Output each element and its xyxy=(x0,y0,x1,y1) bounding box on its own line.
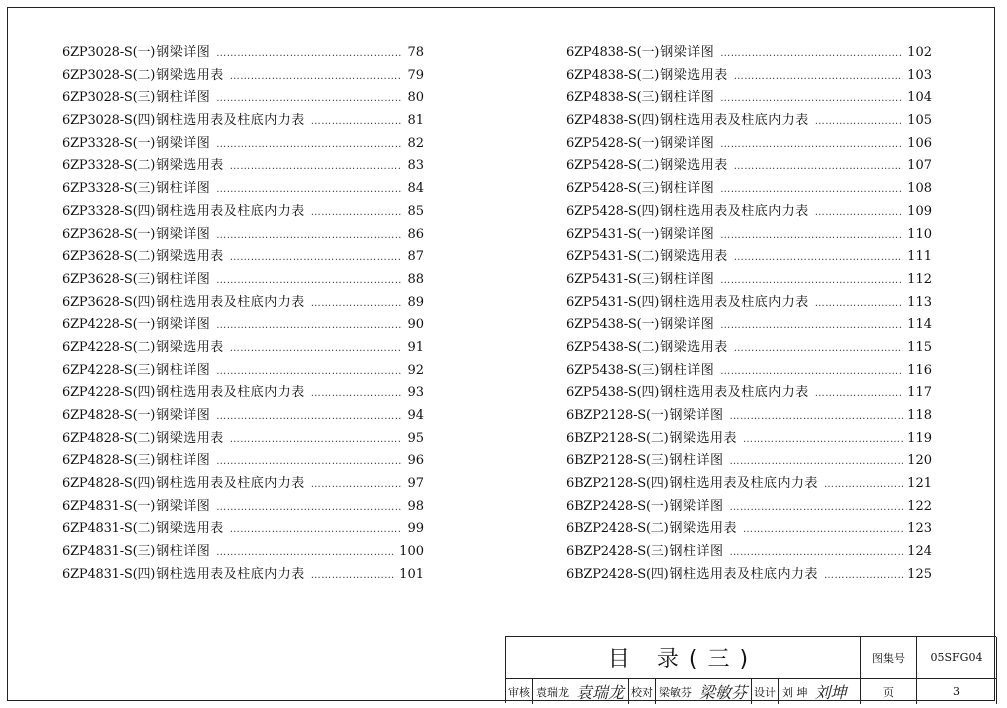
toc-entry-title: 钢柱选用表及柱底内力表 xyxy=(669,566,819,582)
toc-entry xyxy=(62,563,424,586)
dot-leader xyxy=(230,161,402,172)
toc-entry xyxy=(566,449,932,472)
dot-leader xyxy=(743,434,903,445)
toc-entry-page: 101 xyxy=(399,566,424,582)
toc-entry-code: 6ZP4838-S(三) xyxy=(566,90,660,106)
toc-entry-page: 98 xyxy=(407,498,424,514)
page-label: 页 xyxy=(861,679,917,704)
atlas-number: 05SFG04 xyxy=(917,637,997,679)
signature-row xyxy=(506,679,861,704)
toc-entry-page: 88 xyxy=(407,271,424,287)
dot-leader xyxy=(730,502,904,513)
dot-leader xyxy=(230,434,402,445)
toc-entry-title: 钢柱选用表及柱底内力表 xyxy=(669,476,819,492)
toc-entry-page: 81 xyxy=(407,113,424,129)
toc-entry-page: 113 xyxy=(907,294,932,310)
dot-leader xyxy=(815,207,903,218)
toc-entry xyxy=(566,291,932,314)
toc-entry xyxy=(62,64,424,87)
toc-entry xyxy=(566,381,932,404)
toc-entry-code: 6ZP5428-S(二) xyxy=(566,158,660,174)
toc-entry-title: 钢梁选用表 xyxy=(156,521,224,537)
toc-entry-page: 95 xyxy=(407,430,424,446)
dot-leader xyxy=(720,93,903,104)
toc-entry-code: 6ZP4838-S(一) xyxy=(566,45,660,60)
toc-entry-code: 6BZP2428-S(一) xyxy=(566,498,669,514)
toc-entry xyxy=(62,336,424,359)
toc-entry xyxy=(62,41,424,64)
toc-entry-page: 97 xyxy=(407,476,424,492)
toc-entry-page: 107 xyxy=(907,158,932,174)
dot-leader xyxy=(311,116,402,127)
toc-entry-title: 钢梁选用表 xyxy=(660,67,728,83)
toc-entry xyxy=(62,200,424,223)
toc-entry-page: 92 xyxy=(407,362,424,378)
toc-entry xyxy=(62,109,424,132)
toc-entry-page: 93 xyxy=(407,385,424,401)
design-name: 刘 坤 xyxy=(782,685,808,699)
toc-entry xyxy=(566,336,932,359)
dot-leader xyxy=(311,298,402,309)
toc-entry-page: 117 xyxy=(907,385,932,401)
toc-entry-code: 6ZP5431-S(四) xyxy=(566,294,660,310)
toc-entry xyxy=(566,427,932,450)
toc-entry-page: 110 xyxy=(907,226,932,242)
toc-entry-page: 123 xyxy=(907,521,932,537)
toc-entry-title: 钢柱详图 xyxy=(669,544,724,560)
toc-entry xyxy=(566,268,932,291)
toc-entry-title: 钢梁详图 xyxy=(156,498,211,514)
check-signature: 梁敏芬 xyxy=(695,679,752,704)
toc-entry-page: 87 xyxy=(407,249,424,265)
design-label: 设计 xyxy=(752,679,779,704)
review-name: 袁瑞龙 xyxy=(536,685,569,699)
toc-entry-page: 86 xyxy=(407,226,424,242)
review-signature: 袁瑞龙 xyxy=(572,679,629,704)
toc-entry-code: 6ZP3028-S(一) xyxy=(62,45,156,60)
toc-entry-title: 钢梁详图 xyxy=(660,317,715,333)
dot-leader xyxy=(230,252,402,263)
dot-leader xyxy=(311,207,402,218)
toc-entry xyxy=(566,540,932,563)
dot-leader xyxy=(230,343,402,354)
toc-entry-page: 118 xyxy=(907,408,932,423)
toc-entry-code: 6BZP2128-S(一) xyxy=(566,408,669,423)
check-name: 梁敏芬 xyxy=(659,685,693,699)
toc-entry-code: 6ZP3328-S(一) xyxy=(62,135,156,151)
toc-entry-title: 钢柱选用表及柱底内力表 xyxy=(156,203,305,219)
toc-entry-code: 6ZP4228-S(三) xyxy=(62,362,156,378)
toc-entry-page: 125 xyxy=(907,566,932,582)
toc-entry xyxy=(566,154,932,177)
toc-entry xyxy=(566,109,932,132)
toc-entry-code: 6ZP5438-S(四) xyxy=(566,385,660,401)
toc-entry-code: 6ZP4828-S(一) xyxy=(62,408,156,423)
dot-leader xyxy=(720,275,903,286)
dot-leader xyxy=(311,570,395,581)
check-label: 校对 xyxy=(629,679,656,704)
dot-leader xyxy=(815,298,903,309)
toc-entry-title: 钢梁详图 xyxy=(669,498,724,514)
toc-entry xyxy=(62,291,424,314)
toc-entry-title: 钢梁选用表 xyxy=(660,249,728,265)
dot-leader xyxy=(311,388,402,399)
toc-entry-code: 6ZP4228-S(二) xyxy=(62,339,156,355)
toc-entry-page: 114 xyxy=(907,317,932,333)
toc-entry-title: 钢梁详图 xyxy=(156,226,211,242)
dot-leader xyxy=(815,388,903,399)
toc-entry-code: 6ZP3628-S(三) xyxy=(62,271,156,287)
toc-entry-title: 钢梁详图 xyxy=(669,408,724,423)
dot-leader xyxy=(720,320,903,331)
dot-leader xyxy=(216,411,402,422)
toc-entry xyxy=(62,517,424,540)
toc-entry xyxy=(566,223,932,246)
dot-leader xyxy=(720,139,903,150)
toc-entry-code: 6ZP5438-S(二) xyxy=(566,339,660,355)
toc-entry xyxy=(62,404,424,427)
dot-leader xyxy=(216,320,402,331)
toc-entry xyxy=(566,495,932,518)
dot-leader xyxy=(311,479,402,490)
review-label: 审核 xyxy=(506,679,533,704)
toc-entry-title: 钢梁详图 xyxy=(660,45,715,60)
toc-entry-page: 115 xyxy=(907,339,932,355)
toc-entry-page: 102 xyxy=(907,45,932,60)
toc-entry xyxy=(566,517,932,540)
toc-entry xyxy=(566,200,932,223)
dot-leader xyxy=(824,570,903,581)
dot-leader xyxy=(730,547,904,558)
toc-entry xyxy=(62,223,424,246)
toc-entry-code: 6ZP4828-S(四) xyxy=(62,476,156,492)
toc-entry-code: 6BZP2128-S(三) xyxy=(566,453,669,469)
toc-entry-page: 99 xyxy=(407,521,424,537)
toc-entry-title: 钢梁选用表 xyxy=(660,339,728,355)
toc-entry-title: 钢梁选用表 xyxy=(156,249,224,265)
toc-entry-title: 钢柱选用表及柱底内力表 xyxy=(156,385,305,401)
toc-entry-page: 119 xyxy=(907,430,932,446)
page-number: 3 xyxy=(917,679,997,704)
toc-entry-code: 6ZP5438-S(一) xyxy=(566,317,660,333)
toc-entry-title: 钢柱选用表及柱底内力表 xyxy=(156,566,305,582)
toc-entry xyxy=(566,359,932,382)
toc-entry-title: 钢梁详图 xyxy=(156,317,211,333)
toc-entry-code: 6ZP3028-S(四) xyxy=(62,113,156,129)
toc-entry-page: 121 xyxy=(907,476,932,492)
dot-leader xyxy=(230,71,402,82)
dot-leader xyxy=(720,230,903,241)
toc-entry-title: 钢柱详图 xyxy=(669,453,724,469)
toc-entry xyxy=(62,313,424,336)
atlas-label: 图集号 xyxy=(861,637,917,679)
toc-entry-page: 124 xyxy=(907,544,932,560)
toc-entry-code: 6BZP2128-S(四) xyxy=(566,476,669,492)
toc-entry-title: 钢梁详图 xyxy=(156,135,211,151)
toc-entry-code: 6BZP2428-S(三) xyxy=(566,544,669,560)
toc-entry-code: 6ZP4831-S(一) xyxy=(62,498,156,514)
dot-leader xyxy=(216,456,402,467)
toc-entry-page: 84 xyxy=(407,181,424,197)
toc-entry-page: 78 xyxy=(407,45,424,60)
toc-entry-page: 94 xyxy=(407,408,424,423)
toc-entry-title: 钢柱选用表及柱底内力表 xyxy=(156,113,305,129)
toc-entry-page: 80 xyxy=(407,90,424,106)
toc-entry-page: 85 xyxy=(407,203,424,219)
toc-entry xyxy=(62,427,424,450)
toc-entry-code: 6ZP3628-S(一) xyxy=(62,226,156,242)
toc-entry-title: 钢柱选用表及柱底内力表 xyxy=(156,294,305,310)
toc-entry-title: 钢柱详图 xyxy=(156,453,211,469)
dot-leader xyxy=(216,139,402,150)
toc-entry xyxy=(566,245,932,268)
toc-entry-title: 钢梁选用表 xyxy=(669,521,738,537)
toc-entry-code: 6ZP5431-S(一) xyxy=(566,226,660,242)
dot-leader xyxy=(216,366,402,377)
toc-entry xyxy=(62,359,424,382)
toc-entry-page: 111 xyxy=(907,249,932,265)
dot-leader xyxy=(230,524,402,535)
dot-leader xyxy=(824,479,903,490)
dot-leader xyxy=(734,343,903,354)
toc-entry-title: 钢柱选用表及柱底内力表 xyxy=(660,385,809,401)
toc-entry-code: 6ZP4838-S(四) xyxy=(566,113,660,129)
toc-entry-page: 120 xyxy=(907,453,932,469)
dot-leader xyxy=(216,547,395,558)
toc-entry-page: 79 xyxy=(407,67,424,83)
toc-entry xyxy=(62,132,424,155)
toc-entry-code: 6ZP5438-S(三) xyxy=(566,362,660,378)
toc-entry-code: 6ZP5428-S(一) xyxy=(566,135,660,151)
toc-entry-title: 钢柱详图 xyxy=(156,544,211,560)
dot-leader xyxy=(815,116,903,127)
toc-entry-page: 91 xyxy=(407,339,424,355)
document-title: 目 录(三) xyxy=(506,637,861,679)
dot-leader xyxy=(720,48,903,59)
toc-entry-code: 6ZP4831-S(四) xyxy=(62,566,156,582)
toc-entry-code: 6ZP4828-S(三) xyxy=(62,453,156,469)
dot-leader xyxy=(720,366,903,377)
toc-entry xyxy=(62,86,424,109)
toc-entry xyxy=(566,132,932,155)
toc-entry xyxy=(566,472,932,495)
toc-entry xyxy=(62,472,424,495)
toc-entry-page: 106 xyxy=(907,135,932,151)
toc-entry-code: 6ZP4828-S(二) xyxy=(62,430,156,446)
toc-entry-title: 钢梁详图 xyxy=(660,135,715,151)
toc-entry xyxy=(566,41,932,64)
dot-leader xyxy=(730,456,904,467)
toc-entry-code: 6ZP5431-S(三) xyxy=(566,271,660,287)
toc-entry xyxy=(566,404,932,427)
dot-leader xyxy=(734,252,903,263)
toc-entry-page: 108 xyxy=(907,181,932,197)
toc-entry-title: 钢梁选用表 xyxy=(669,430,738,446)
toc-entry-code: 6ZP4831-S(二) xyxy=(62,521,156,537)
toc-entry-title: 钢梁选用表 xyxy=(156,430,224,446)
toc-entry-code: 6ZP4228-S(一) xyxy=(62,317,156,333)
toc-entry-page: 104 xyxy=(907,90,932,106)
toc-entry xyxy=(62,268,424,291)
toc-entry xyxy=(62,245,424,268)
toc-entry-title: 钢柱详图 xyxy=(660,362,715,378)
toc-entry-code: 6ZP5428-S(三) xyxy=(566,181,660,197)
toc-entry-title: 钢梁详图 xyxy=(156,45,211,60)
toc-entry-title: 钢柱详图 xyxy=(156,362,211,378)
dot-leader xyxy=(720,184,903,195)
toc-entry xyxy=(566,64,932,87)
toc-entry-code: 6BZP2428-S(四) xyxy=(566,566,669,582)
toc-entry-page: 96 xyxy=(407,453,424,469)
toc-entry-code: 6ZP4228-S(四) xyxy=(62,385,156,401)
toc-entry-page: 105 xyxy=(907,113,932,129)
toc-entry-title: 钢梁详图 xyxy=(156,408,211,423)
toc-entry xyxy=(62,381,424,404)
toc-entry-page: 103 xyxy=(907,67,932,83)
toc-entry-code: 6ZP3628-S(二) xyxy=(62,249,156,265)
toc-entry-page: 109 xyxy=(907,203,932,219)
toc-entry-title: 钢柱详图 xyxy=(660,271,715,287)
toc-entry-title: 钢柱选用表及柱底内力表 xyxy=(156,476,305,492)
toc-entry-title: 钢柱选用表及柱底内力表 xyxy=(660,203,809,219)
dot-leader xyxy=(743,524,903,535)
toc-entry-code: 6ZP3028-S(三) xyxy=(62,90,156,106)
toc-entry-title: 钢柱详图 xyxy=(156,181,211,197)
dot-leader xyxy=(216,48,402,59)
toc-entry-page: 82 xyxy=(407,135,424,151)
toc-entry-title: 钢梁选用表 xyxy=(660,158,728,174)
toc-entry-code: 6ZP5428-S(四) xyxy=(566,203,660,219)
toc-entry-title: 钢梁详图 xyxy=(660,226,715,242)
toc-entry-code: 6ZP3328-S(三) xyxy=(62,181,156,197)
toc-entry-code: 6BZP2128-S(二) xyxy=(566,430,669,446)
dot-leader xyxy=(216,184,402,195)
toc-entry xyxy=(62,449,424,472)
design-signature: 刘坤 xyxy=(814,683,847,702)
dot-leader xyxy=(734,71,903,82)
toc-entry-page: 83 xyxy=(407,158,424,174)
dot-leader xyxy=(734,161,903,172)
toc-entry-title: 钢柱详图 xyxy=(156,90,211,106)
title-block xyxy=(505,636,996,703)
toc-entry-title: 钢柱详图 xyxy=(660,90,715,106)
toc-entry xyxy=(566,86,932,109)
toc-entry-code: 6BZP2428-S(二) xyxy=(566,521,669,537)
toc-entry-title: 钢柱选用表及柱底内力表 xyxy=(660,113,809,129)
toc-entry xyxy=(566,313,932,336)
toc-entry-page: 89 xyxy=(407,294,424,310)
toc-entry xyxy=(62,177,424,200)
toc-entry-title: 钢梁选用表 xyxy=(156,339,224,355)
dot-leader xyxy=(216,230,402,241)
toc-entry-title: 钢梁选用表 xyxy=(156,67,224,83)
toc-entry xyxy=(62,154,424,177)
toc-entry-title: 钢柱详图 xyxy=(156,271,211,287)
dot-leader xyxy=(216,93,402,104)
toc-entry xyxy=(62,495,424,518)
toc-entry-page: 100 xyxy=(399,544,424,560)
toc-entry xyxy=(566,177,932,200)
toc-entry-code: 6ZP3628-S(四) xyxy=(62,294,156,310)
dot-leader xyxy=(730,411,904,422)
toc-entry-title: 钢柱详图 xyxy=(660,181,715,197)
toc-entry-code: 6ZP5431-S(二) xyxy=(566,249,660,265)
toc-entry-title: 钢柱选用表及柱底内力表 xyxy=(660,294,809,310)
toc-entry-code: 6ZP3028-S(二) xyxy=(62,67,156,83)
toc-entry xyxy=(566,563,932,586)
toc-entry-code: 6ZP3328-S(四) xyxy=(62,203,156,219)
toc-right-column xyxy=(566,41,932,586)
toc-entry-page: 112 xyxy=(907,271,932,287)
toc-entry-page: 90 xyxy=(407,317,424,333)
dot-leader xyxy=(216,275,402,286)
toc-entry-page: 122 xyxy=(907,498,932,514)
toc-entry-code: 6ZP4831-S(三) xyxy=(62,544,156,560)
toc-entry-code: 6ZP3328-S(二) xyxy=(62,158,156,174)
toc-entry-title: 钢梁选用表 xyxy=(156,158,224,174)
toc-entry xyxy=(62,540,424,563)
toc-entry-code: 6ZP4838-S(二) xyxy=(566,67,660,83)
toc-left-column xyxy=(62,41,424,586)
dot-leader xyxy=(216,502,402,513)
toc-entry-page: 116 xyxy=(907,362,932,378)
